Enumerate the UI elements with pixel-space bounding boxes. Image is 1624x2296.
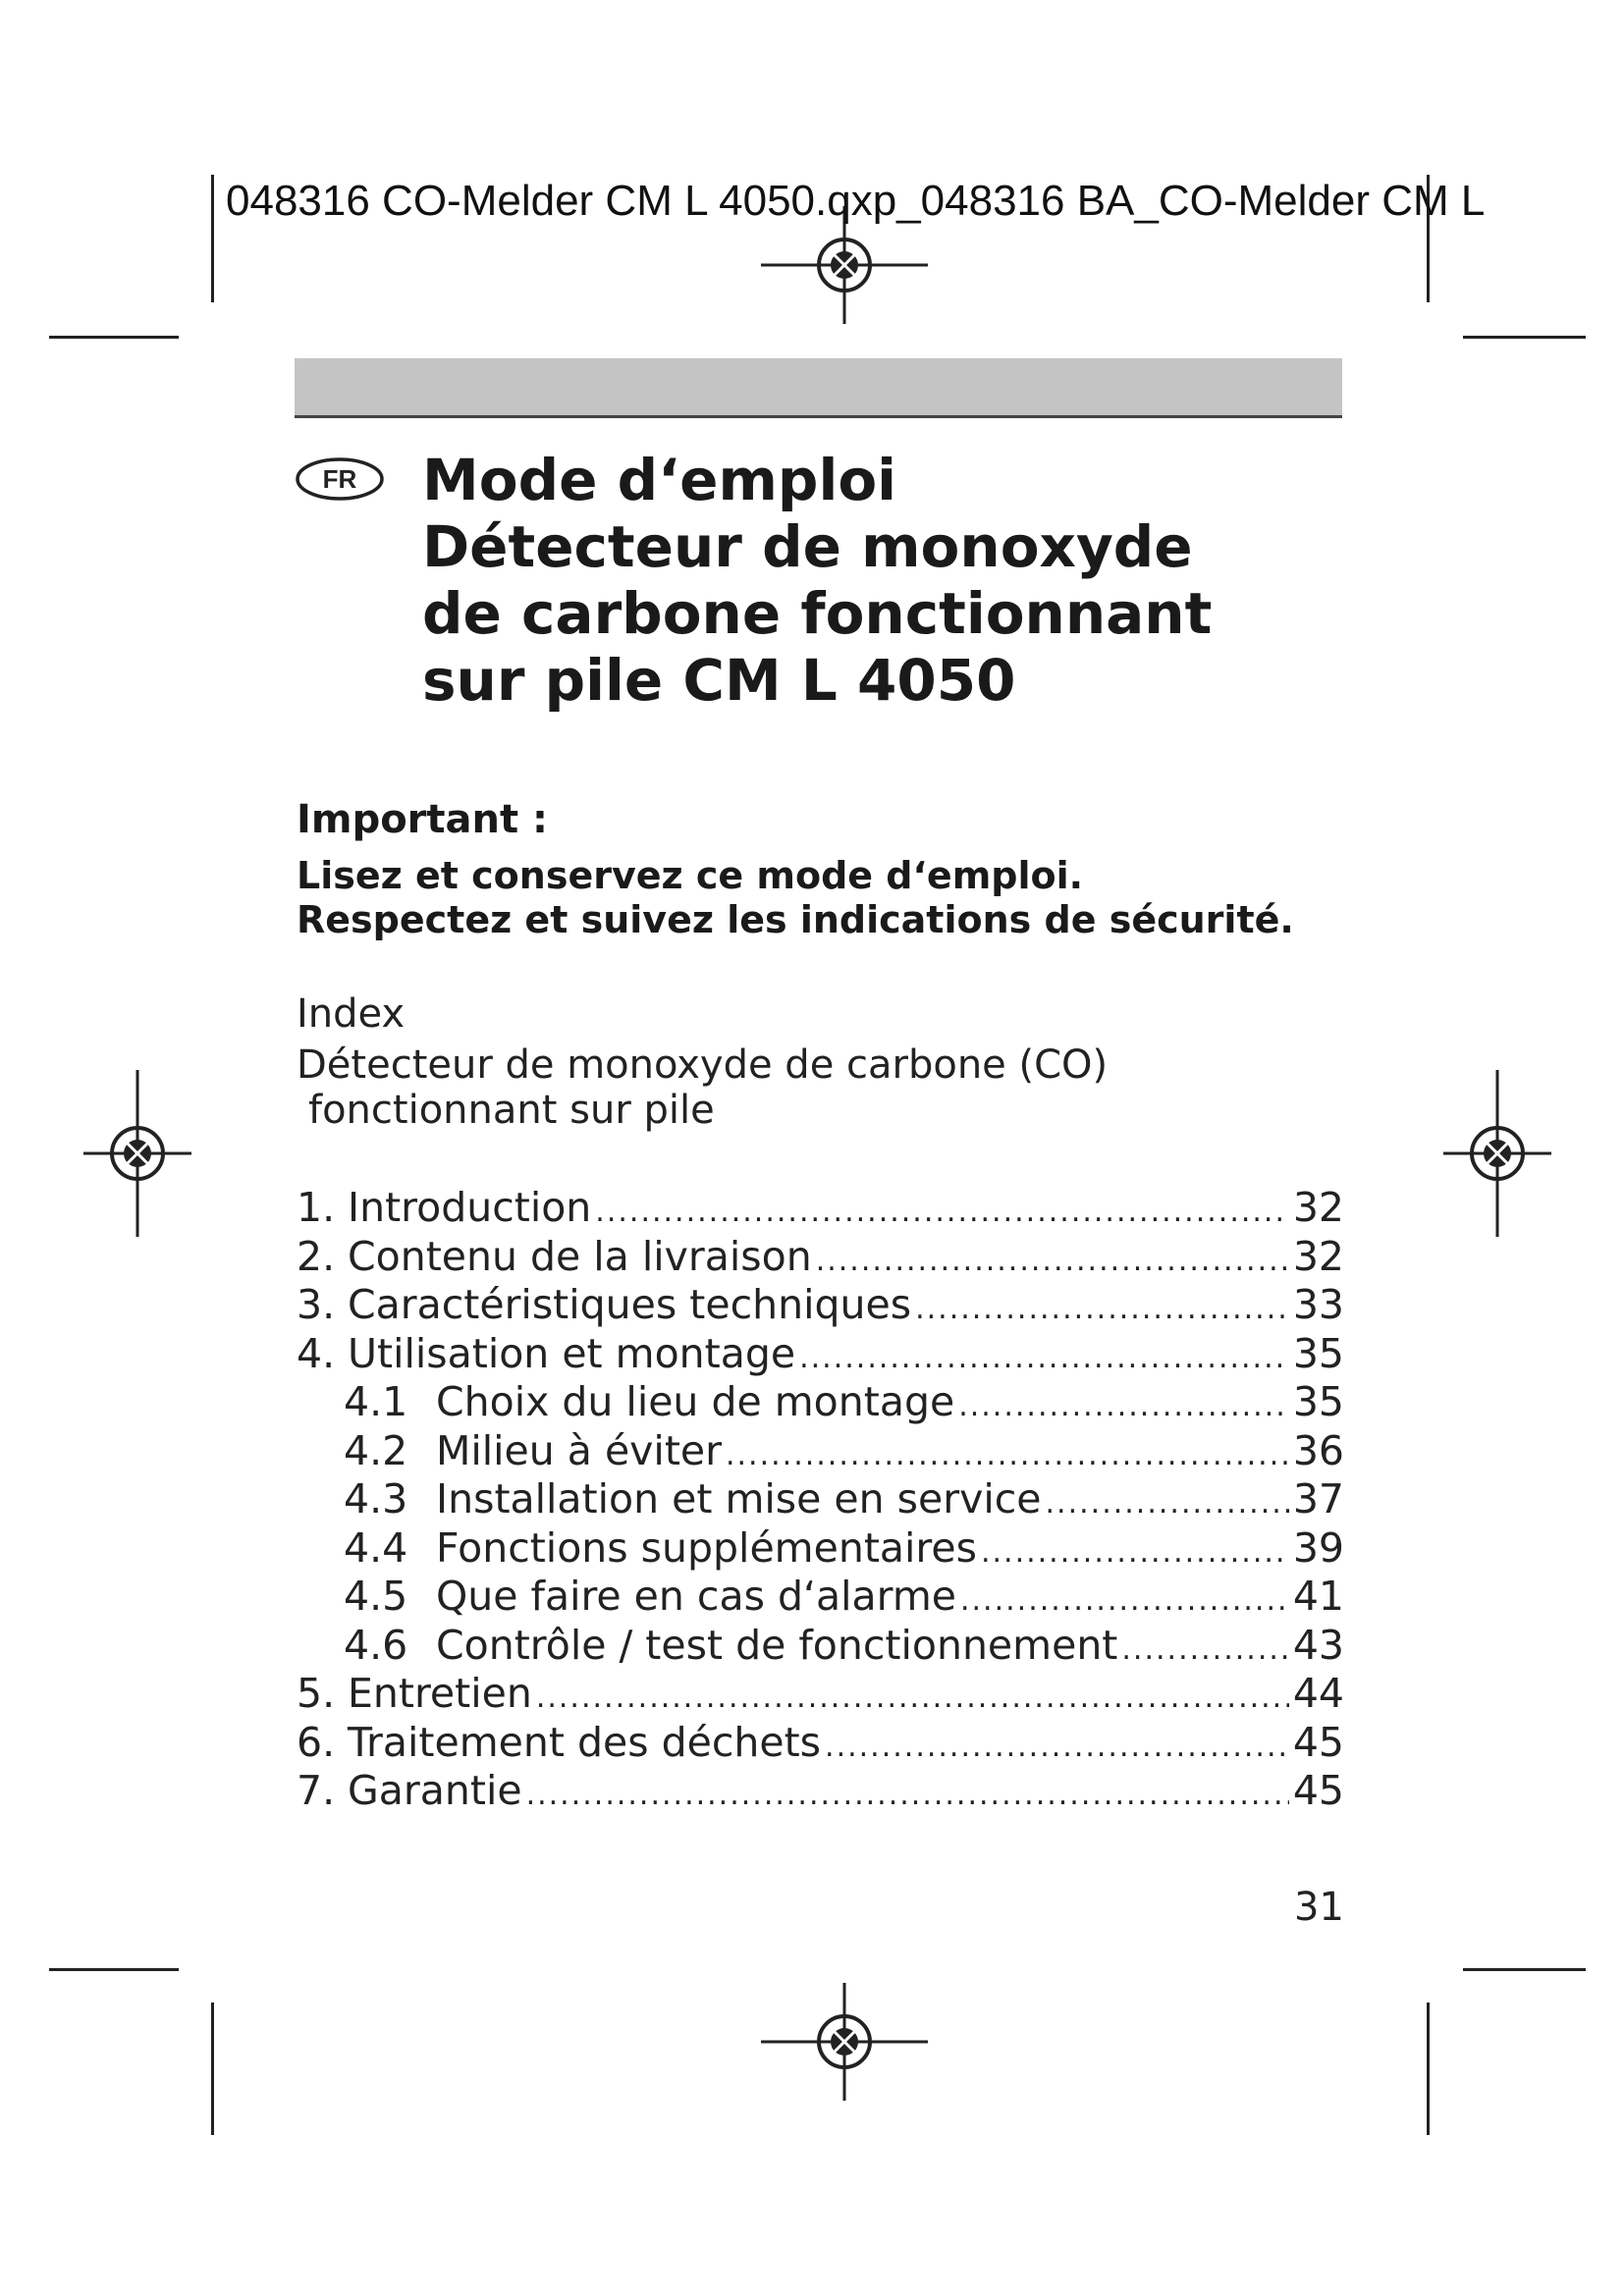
toc-entry-number: 1. — [297, 1184, 336, 1231]
toc-entry-number: 4.5 — [344, 1573, 408, 1620]
toc-leader — [1121, 1626, 1288, 1675]
crop-mark-bottom-right-horizontal — [1463, 1968, 1586, 1971]
toc-entry-page: 43 — [1292, 1621, 1344, 1669]
toc-entry-label: Entretien — [348, 1670, 532, 1717]
toc-subentry[interactable] — [297, 1427, 1344, 1476]
toc-entry-label: Caractéristiques techniques — [348, 1281, 912, 1328]
toc-entry[interactable] — [297, 1281, 1344, 1330]
toc-entry-number: 7. — [297, 1767, 336, 1814]
toc-entry-label: Milieu à éviter — [436, 1426, 722, 1474]
toc-subentry[interactable] — [297, 1622, 1344, 1671]
important-line: Respectez et suivez les indications de sécurité. — [297, 898, 1294, 941]
toc-entry[interactable] — [297, 1330, 1344, 1379]
toc-entry-number: 5. — [297, 1670, 336, 1717]
crop-mark-top-left-vertical — [211, 175, 214, 302]
index-heading: Index — [297, 991, 406, 1037]
toc-entry-label: Traitement des déchets — [348, 1718, 822, 1766]
toc-leader — [536, 1674, 1289, 1723]
toc-leader — [915, 1285, 1289, 1334]
toc-entry-number: 2. — [297, 1232, 336, 1280]
toc-entry-label: Choix du lieu de montage — [436, 1378, 955, 1425]
toc-entry-label: Installation et mise en service — [436, 1475, 1042, 1522]
toc-entry-label: Utilisation et montage — [348, 1329, 796, 1377]
toc-entry-number: 4.3 — [344, 1475, 408, 1522]
toc-entry-page: 35 — [1292, 1329, 1344, 1377]
page-number: 31 — [1294, 1885, 1344, 1930]
toc-entry-label: Introduction — [348, 1184, 592, 1231]
language-badge-label: FR — [322, 464, 357, 494]
toc-entry[interactable] — [297, 1670, 1344, 1719]
toc-leader — [825, 1723, 1289, 1772]
title-line: Mode d‘emploi — [422, 447, 897, 513]
toc-subentry[interactable] — [297, 1524, 1344, 1574]
toc-leader — [958, 1382, 1289, 1431]
print-slug: 048316 CO-Melder CM L 4050.qxp_048316 BA_CO-Melder CM L — [226, 177, 1486, 225]
title-line: Détecteur de monoxyde — [422, 513, 1193, 580]
toc-entry[interactable] — [297, 1184, 1344, 1233]
toc-entry-page: 45 — [1292, 1767, 1344, 1814]
toc-entry-page: 37 — [1292, 1475, 1344, 1522]
index-description: fonctionnant sur pile — [308, 1088, 715, 1133]
table-of-contents — [297, 1184, 1344, 1816]
header-band — [295, 358, 1342, 418]
toc-leader — [981, 1528, 1289, 1577]
toc-leader — [526, 1771, 1289, 1820]
toc-leader — [799, 1334, 1289, 1383]
toc-entry[interactable] — [297, 1233, 1344, 1282]
important-heading: Important : — [297, 797, 549, 842]
registration-mark-right-icon — [1443, 1070, 1551, 1237]
title-line: de carbone fonctionnant — [422, 580, 1213, 647]
registration-mark-left-icon — [83, 1070, 191, 1237]
toc-entry-number: 4.2 — [344, 1426, 408, 1474]
toc-subentry[interactable] — [297, 1378, 1344, 1427]
toc-leader — [1046, 1479, 1289, 1528]
toc-entry-number: 6. — [297, 1718, 336, 1766]
toc-entry-page: 41 — [1292, 1573, 1344, 1620]
language-badge — [295, 456, 385, 502]
title-line: sur pile CM L 4050 — [422, 647, 1016, 714]
toc-entry-label: Fonctions supplémentaires — [436, 1523, 977, 1572]
crop-mark-top-left-horizontal — [49, 336, 179, 339]
toc-entry-label: Garantie — [348, 1767, 522, 1814]
crop-mark-top-right-horizontal — [1463, 336, 1586, 339]
toc-subentry[interactable] — [297, 1475, 1344, 1524]
toc-entry-number: 4. — [297, 1329, 336, 1377]
toc-entry[interactable] — [297, 1719, 1344, 1768]
crop-mark-bottom-left-vertical — [211, 2002, 214, 2135]
crop-mark-bottom-right-vertical — [1427, 2002, 1430, 2135]
crop-mark-bottom-left-horizontal — [49, 1968, 179, 1971]
toc-entry-label: Contrôle / test de fonctionnement — [436, 1621, 1118, 1669]
toc-entry-page: 36 — [1292, 1426, 1344, 1474]
toc-entry-number: 4.1 — [344, 1378, 408, 1425]
toc-entry-number: 3. — [297, 1281, 336, 1328]
toc-leader — [595, 1188, 1289, 1237]
toc-entry-page: 39 — [1292, 1523, 1344, 1572]
toc-entry-page: 45 — [1292, 1718, 1344, 1766]
toc-entry-page: 35 — [1292, 1378, 1344, 1425]
toc-entry-page: 32 — [1292, 1232, 1344, 1280]
toc-entry-label: Contenu de la livraison — [348, 1232, 812, 1280]
toc-entry-number: 4.6 — [344, 1621, 408, 1669]
toc-subentry[interactable] — [297, 1573, 1344, 1622]
registration-mark-bottom-icon — [761, 1983, 928, 2101]
toc-entry-page: 33 — [1292, 1281, 1344, 1328]
important-line: Lisez et conservez ce mode d‘emploi. — [297, 854, 1084, 897]
toc-leader — [960, 1576, 1289, 1626]
toc-leader — [726, 1431, 1289, 1480]
toc-leader — [816, 1237, 1289, 1286]
toc-entry-label: Que faire en cas d‘alarme — [436, 1573, 956, 1620]
index-description: Détecteur de monoxyde de carbone (CO) — [297, 1042, 1109, 1088]
toc-entry-number: 4.4 — [344, 1523, 408, 1572]
toc-entry[interactable] — [297, 1767, 1344, 1816]
toc-entry-page: 32 — [1292, 1184, 1344, 1231]
page-title — [422, 447, 1212, 714]
toc-entry-page: 44 — [1292, 1670, 1344, 1717]
